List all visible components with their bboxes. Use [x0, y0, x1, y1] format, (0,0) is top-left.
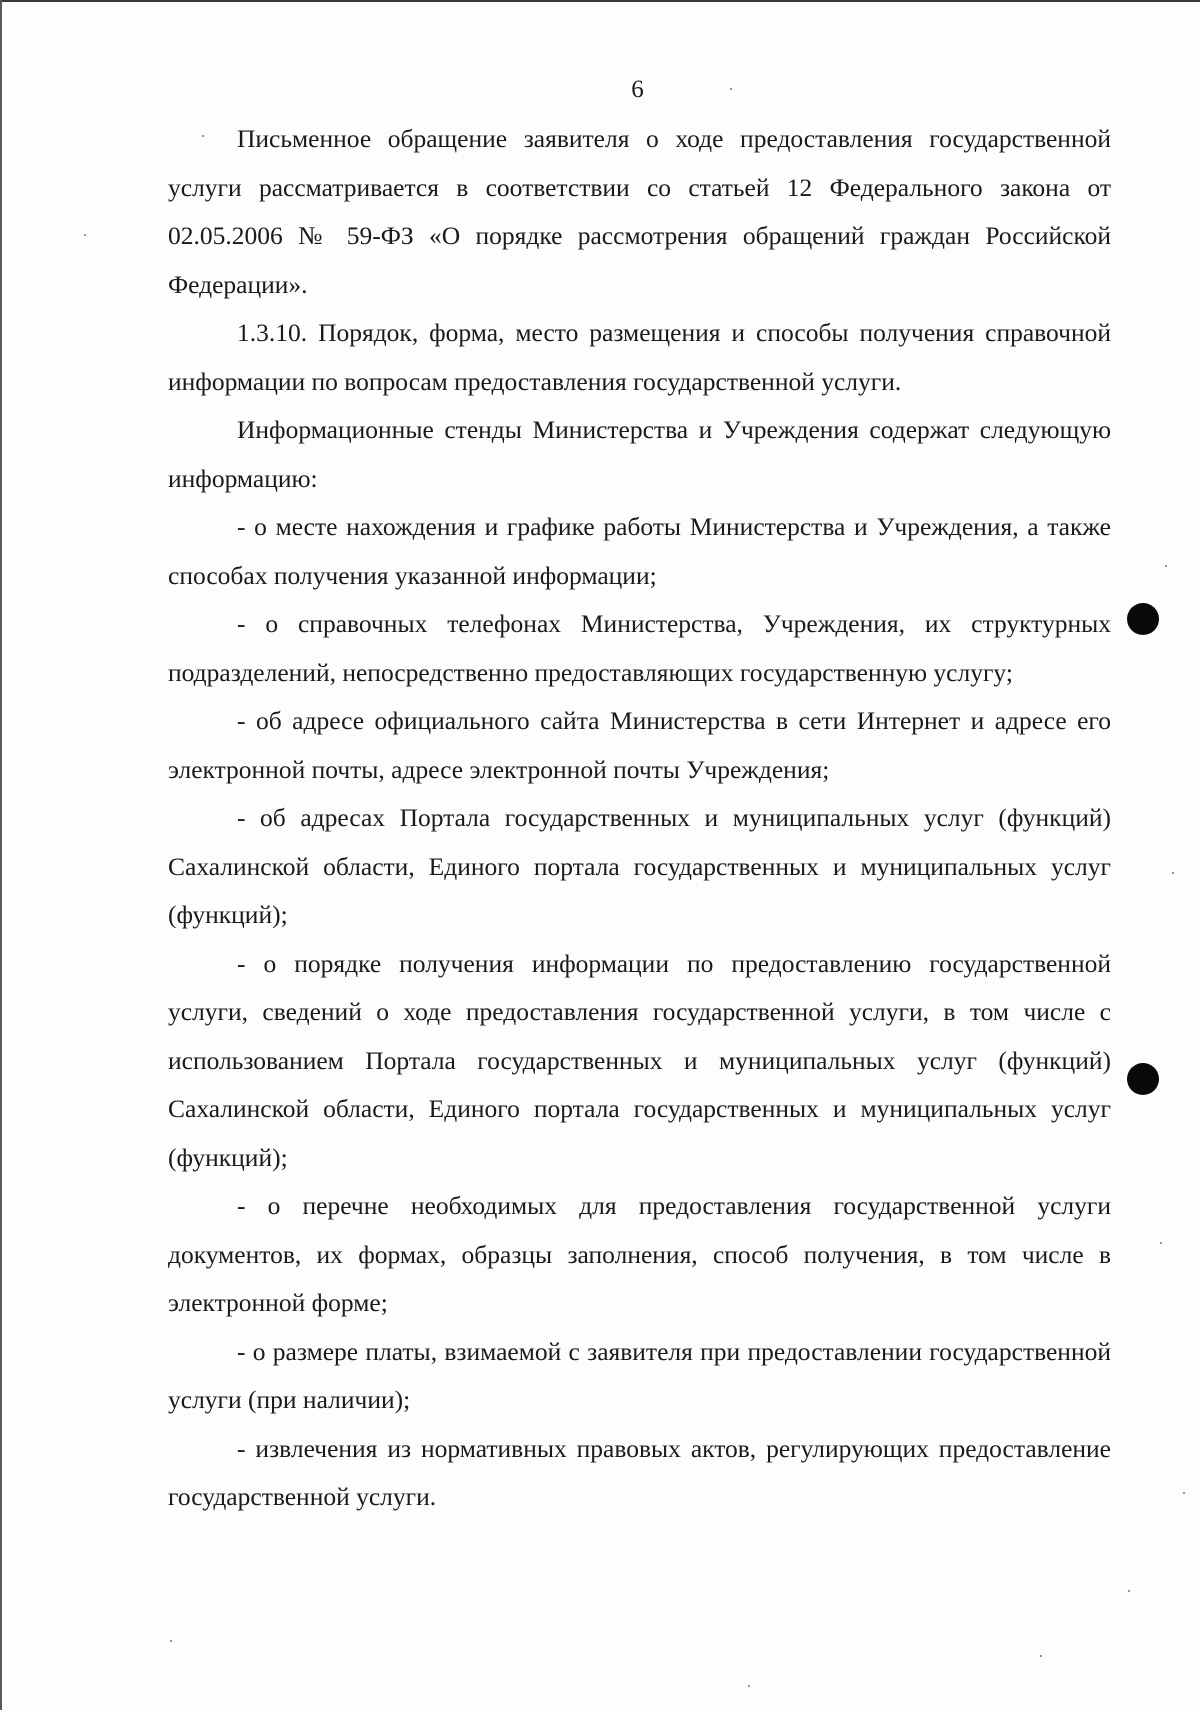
list-item-portals: - об адресах Портала государственных и муниципальных услуг (функций) Сахалинской области, Единого портала государственных и муниципальных услуг (функций);: [168, 803, 1111, 929]
scan-top-edge: [0, 0, 1200, 2]
scan-speck: [1160, 1242, 1162, 1244]
scan-speck: [1128, 1590, 1130, 1592]
scan-speck: [748, 1685, 750, 1687]
list-item-procedure: - о порядке получения информации по предоставлению государственной услуги, сведений о ходе предоставления государственной услуги, в том числе с использованием Портала государственных и муниципальных услуг (функций) Сахалинской области, Единого портала государственных и муниципальных услуг (функций);: [168, 948, 1111, 1172]
paragraph-section-1-3-10: 1.3.10. Порядок, форма, место размещения и способы получения справочной информации по вопросам предоставления государственной услуги.: [168, 318, 1111, 396]
scan-left-edge: [0, 0, 2, 1710]
list-item-website: - об адресе официального сайта Министерства в сети Интернет и адресе его электронной почты, адресе электронной почты Учреждения;: [168, 706, 1111, 784]
scan-speck: [730, 88, 732, 90]
list-item-phones: - о справочных телефонах Министерства, Учреждения, их структурных подразделений, непосредственно предоставляющих государственную услугу;: [168, 609, 1111, 687]
punch-hole-mark: [1127, 1063, 1159, 1095]
scan-speck: [84, 234, 86, 236]
scan-speck: [202, 135, 204, 137]
scan-speck: [1165, 565, 1167, 567]
list-item-documents: - о перечне необходимых для предоставления государственной услуги документов, их формах, образцы заполнения, способ получения, в том числе в электронной форме;: [168, 1191, 1111, 1317]
scan-speck: [1040, 1655, 1042, 1657]
page-number: 6: [631, 76, 644, 103]
scan-speck: [1183, 1492, 1185, 1494]
punch-hole-mark: [1127, 603, 1159, 635]
list-item-location: - о месте нахождения и графике работы Министерства и Учреждения, а также способах получения указанной информации;: [168, 512, 1111, 590]
document-body: [168, 115, 1111, 1522]
paragraph-info-stands: Информационные стенды Министерства и Учреждения содержат следующую информацию:: [168, 415, 1111, 493]
scan-speck: [1172, 872, 1174, 874]
scan-speck: [170, 1640, 172, 1642]
list-item-regulations: - извлечения из нормативных правовых актов, регулирующих предоставление государственной услуги.: [168, 1433, 1111, 1511]
list-item-fee: - о размере платы, взимаемой с заявителя при предоставлении государственной услуги (при наличии);: [168, 1336, 1111, 1414]
paragraph-written-appeal: Письменное обращение заявителя о ходе предоставления государственной услуги рассматривается в соответствии со статьей 12 Федерального закона от 02.05.2006 № 59-ФЗ «О порядке рассмотрения обращений граждан Российской Федерации».: [168, 124, 1111, 299]
